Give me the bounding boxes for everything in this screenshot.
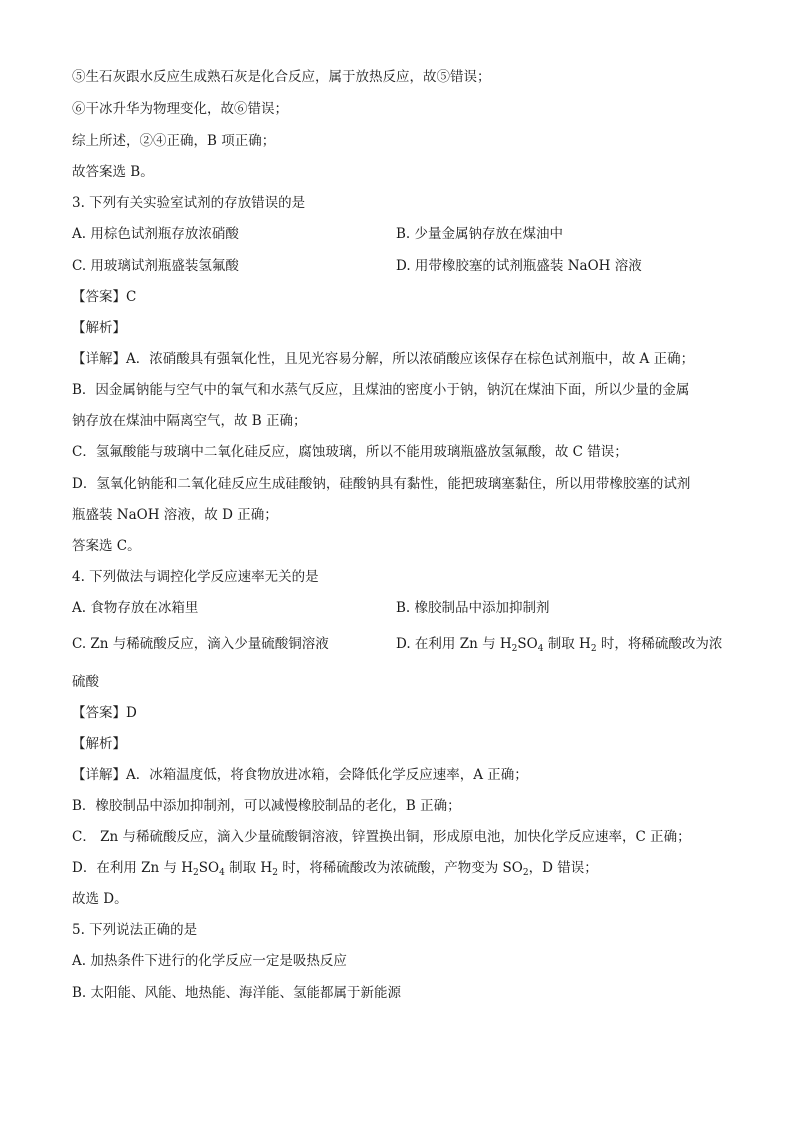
q3-option-c: C. 用玻璃试剂瓶盛装氢氟酸 [72,258,239,274]
q4-detail: 【详解】A．冰箱温度低，将食物放进冰箱，会降低化学反应速率，A 正确； [72,767,528,783]
text-line: 故答案选 B。 [72,164,154,180]
text-line: 综上所述，②④正确，B 项正确； [72,133,276,149]
question-3-stem: 3. 下列有关实验室试剂的存放错误的是 [72,195,306,211]
q3-detail: D．氢氧化钠能和二氧化硅反应生成硅酸钠，硅酸钠具有黏性，能把玻璃塞黏住，所以用带橡胶塞的试剂 [72,476,691,492]
q4-detail: C． Zn 与稀硫酸反应，滴入少量硫酸铜溶液，锌置换出铜，形成原电池，加快化学反应速率，C 正确； [72,829,691,845]
q4-option-b: B. 橡胶制品中添加抑制剂 [396,600,550,616]
question-4-stem: 4. 下列做法与调控化学反应速率无关的是 [72,569,319,585]
q3-detail: B．因金属钠能与空气中的氧气和水蒸气反应，且煤油的密度小于钠，钠沉在煤油下面，所以少量的金属 [72,382,690,398]
q3-answer: 【答案】C [72,289,137,305]
q3-analysis-heading: 【解析】 [72,320,126,336]
text-line: ⑥干冰升华为物理变化，故⑥错误； [72,101,288,117]
q3-detail: 瓶盛装 NaOH 溶液，故 D 正确； [72,507,278,523]
q4-answer: 【答案】D [72,705,137,721]
q4-option-d: D. 在利用 Zn 与 $H_2SO_4$ 制取 $H_2$ 时，将稀硫酸改为浓 [396,636,723,654]
q4-option-d-continued: 硫酸 [72,674,99,690]
q4-detail: B．橡胶制品中添加抑制剂，可以减慢橡胶制品的老化，B 正确； [72,798,461,814]
q4-option-a: A. 食物存放在冰箱里 [72,600,199,616]
q3-detail: 钠存放在煤油中隔离空气，故 B 正确； [72,413,307,429]
question-5-stem: 5. 下列说法正确的是 [72,922,198,938]
text-line: ⑤生石灰跟水反应生成熟石灰是化合反应，属于放热反应，故⑤错误； [72,69,491,85]
q3-option-d: D. 用带橡胶塞的试剂瓶盛装 NaOH 溶液 [396,258,642,274]
q4-detail: D．在利用 Zn 与 $H_2SO_4$ 制取 $H_2$ 时，将稀硫酸改为浓硫酸，产物变为 $SO_2$，D 错误； [72,860,598,878]
q3-option-a: A. 用棕色试剂瓶存放浓硝酸 [72,226,239,242]
q3-conclusion: 答案选 C。 [72,538,141,554]
q3-detail: 【详解】A．浓硝酸具有强氧化性，且见光容易分解，所以浓硝酸应该保存在棕色试剂瓶中，故 A 正确； [72,351,695,367]
q4-option-c: C. Zn 与稀硫酸反应，滴入少量硫酸铜溶液 [72,636,329,652]
q3-detail: C．氢氟酸能与玻璃中二氧化硅反应，腐蚀玻璃，所以不能用玻璃瓶盛放氢氟酸，故 C 错误； [72,444,628,460]
q4-conclusion: 故选 D。 [72,891,128,907]
q4-analysis-heading: 【解析】 [72,736,126,752]
q5-option-a: A. 加热条件下进行的化学反应一定是吸热反应 [72,953,347,969]
q3-option-b: B. 少量金属钠存放在煤油中 [396,226,564,242]
q5-option-b: B. 太阳能、风能、地热能、海洋能、氢能都属于新能源 [72,985,402,1001]
